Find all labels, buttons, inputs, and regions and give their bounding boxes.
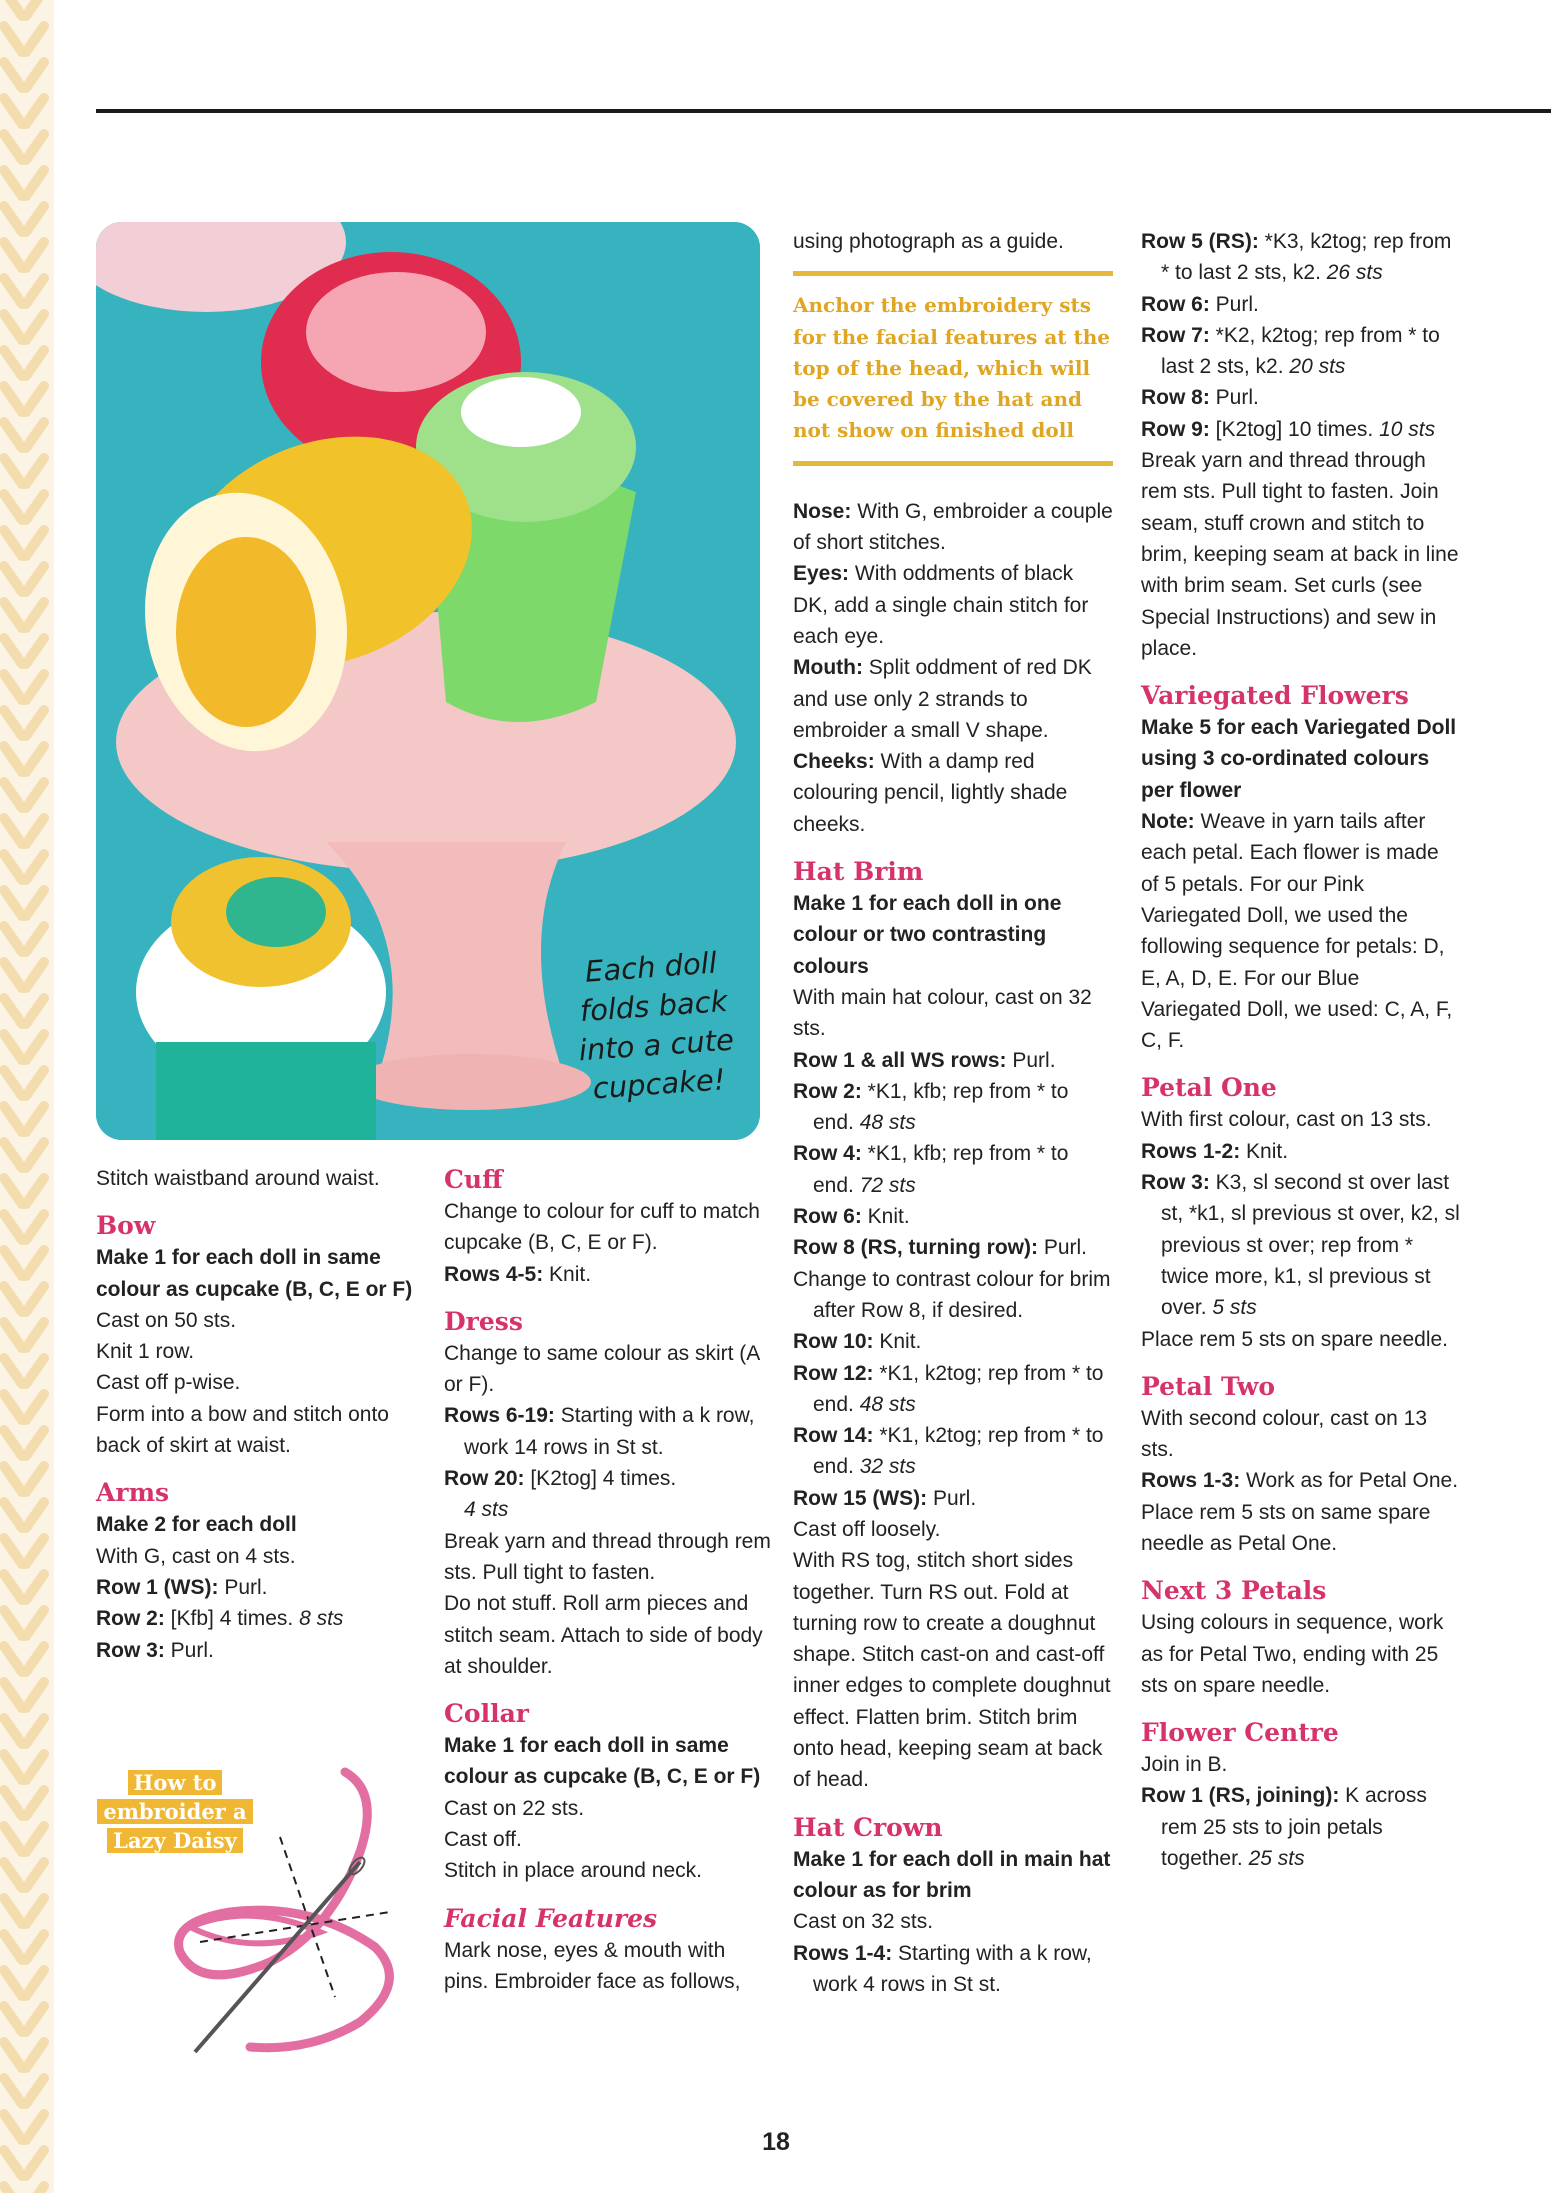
knit-stitch <box>4 1718 44 1744</box>
facial-line: Mark nose, eyes & mouth with pins. Embroider face as follows, <box>444 1938 741 1993</box>
collar-line: Cast off. <box>444 1828 522 1852</box>
row-text: *K1, k2tog; rep from * to end. <box>813 1361 1104 1416</box>
cuff-heading: Cuff <box>444 1165 503 1194</box>
knit-stitch <box>4 422 44 448</box>
dress-line: Change to same colour as skirt (A or F). <box>444 1341 760 1397</box>
knit-stitch <box>4 2006 44 2032</box>
dress-heading: Dress <box>444 1306 523 1336</box>
brim-row <box>793 1326 1113 1357</box>
brim-row <box>793 1076 1113 1139</box>
next-petals-heading: Next 3 Petals <box>1141 1576 1327 1606</box>
brim-row <box>793 1483 1113 1514</box>
row-label: Row 1 (RS, joining): <box>1141 1784 1340 1808</box>
callout-text: Anchor the embroidery sts for the facial features at the top of the head, which will be covered by the hat and not show on finished doll <box>793 293 1110 443</box>
row-text: Starting with a k row, work 4 rows in St st. <box>813 1941 1092 1996</box>
knit-stitch <box>4 1286 44 1312</box>
brim-row <box>793 1358 1113 1421</box>
flower-centre-line: Join in B. <box>1141 1753 1228 1777</box>
crown-row <box>793 1938 1113 2001</box>
row-label: Row 4: <box>793 1142 862 1166</box>
knit-stitch <box>4 602 44 628</box>
knit-stitch <box>4 1610 44 1636</box>
petal-one-heading: Petal One <box>1141 1073 1277 1103</box>
callout-rule-bottom <box>793 461 1113 466</box>
stitch-count: 20 sts <box>1289 355 1346 379</box>
crown-row <box>1141 414 1461 445</box>
row-text: Purl. <box>1209 386 1259 410</box>
knit-stitch <box>4 710 44 736</box>
brim-lead: Make 1 for each doll in one colour or two contrasting colours <box>793 892 1062 978</box>
knit-stitch <box>4 242 44 268</box>
row-label: Row 6: <box>1141 292 1210 316</box>
knit-pattern-icon <box>0 0 54 2193</box>
knit-stitch <box>4 1466 44 1492</box>
arms-heading: Arms <box>96 1478 170 1508</box>
knit-stitch <box>4 1862 44 1888</box>
bow-line: Knit 1 row. <box>96 1340 195 1364</box>
brim-line: With main hat colour, cast on 32 sts. <box>793 985 1092 1041</box>
knit-stitch <box>4 854 44 880</box>
row-label: Row 5 (RS): <box>1141 230 1259 253</box>
petal-two-line: With second colour, cast on 13 sts. <box>1141 1406 1427 1462</box>
knit-stitch <box>4 1502 44 1528</box>
note-text: Weave in yarn tails after each petal. Each flower is made of 5 petals. For our Pink Variegated Doll, we used the following sequence for petals: D, E, A, D, E. For our Blue Variegated Doll, we used: C, A, F, C, F. <box>1141 810 1453 1053</box>
column-2 <box>444 1163 774 1997</box>
dress-line: Break yarn and thread through rem sts. Pull tight to fasten. <box>444 1529 771 1584</box>
knit-stitch <box>4 674 44 700</box>
knit-stitch <box>4 998 44 1024</box>
variegated-lead: Make 5 for each Variegated Doll using 3 co-ordinated colours per flower <box>1141 716 1457 802</box>
brim-row <box>793 1232 1113 1263</box>
row-label: Row 8 (RS, turning row): <box>793 1236 1038 1260</box>
brim-row <box>793 1045 1113 1076</box>
knit-stitch <box>4 1682 44 1708</box>
knit-stitch <box>4 530 44 556</box>
row-text: Purl. <box>1006 1048 1056 1072</box>
knit-stitch <box>4 2186 44 2193</box>
note-label: Note: <box>1141 810 1195 834</box>
column-4 <box>1141 226 1461 1874</box>
column-3 <box>793 226 1113 2000</box>
flower-centre-row <box>1141 1780 1461 1874</box>
knit-stitch <box>4 1034 44 1060</box>
row-text: K across rem 25 sts to join petals together. <box>1161 1784 1427 1871</box>
brim-row <box>793 1201 1113 1232</box>
knit-stitch <box>4 962 44 988</box>
row-label: Row 3: <box>1141 1171 1210 1195</box>
knit-stitch <box>4 1142 44 1168</box>
knit-stitch <box>4 2114 44 2140</box>
dress-line: Do not stuff. Roll arm pieces and stitch seam. Attach to side of body at shoulder. <box>444 1592 763 1678</box>
arms-row <box>96 1635 426 1666</box>
feature-text: With oddments of black DK, add a single chain stitch for each eye. <box>793 562 1089 648</box>
row-text: *K1, kfb; rep from * to end. <box>813 1142 1069 1197</box>
knit-stitch <box>4 1898 44 1924</box>
feature-label: Cheeks: <box>793 750 875 774</box>
row-text: Purl. <box>1037 1236 1087 1260</box>
knit-stitch <box>4 2150 44 2176</box>
row-text: *K1, kfb; rep from * to end. <box>813 1079 1069 1135</box>
row-text: K3, sl second st over last st, *k1, sl previous st over, k2, sl previous st over; rep from * twice more, k1, sl previous st over. <box>1161 1171 1460 1320</box>
row-text: Knit. <box>1240 1139 1289 1163</box>
bow-line: Form into a bow and stitch onto back of skirt at waist. <box>96 1402 389 1458</box>
knit-stitch <box>4 386 44 412</box>
crown-row <box>1141 289 1461 320</box>
arms-row <box>96 1603 426 1634</box>
eyes-text <box>793 558 1113 652</box>
brim-row <box>793 1420 1113 1483</box>
petal-one-row <box>1141 1136 1461 1167</box>
row-text: Purl. <box>927 1486 977 1510</box>
knit-stitch <box>4 1754 44 1780</box>
knit-stitch <box>4 170 44 196</box>
knit-stitch <box>4 458 44 484</box>
knit-stitch <box>4 206 44 232</box>
row-label: Row 14: <box>793 1424 874 1448</box>
petal-two-row <box>1141 1465 1461 1496</box>
knit-stitch <box>4 1214 44 1240</box>
row-text: Knit. <box>861 1205 910 1229</box>
feature-text: Split oddment of red DK and use only 2 strands to embroider a small V shape. <box>793 656 1092 742</box>
knit-stitch <box>4 890 44 916</box>
arms-line: With G, cast on 4 sts. <box>96 1544 296 1568</box>
stitch-count: 5 sts <box>1212 1296 1257 1320</box>
petal-two-heading: Petal Two <box>1141 1371 1276 1401</box>
row-text: Work as for Petal One. <box>1240 1469 1459 1493</box>
knit-stitch <box>4 26 44 52</box>
knit-stitch <box>4 1178 44 1204</box>
collar-heading: Collar <box>444 1699 529 1729</box>
bow-lead: Make 1 for each doll in same colour as cupcake (B, C, E or F) <box>96 1246 413 1301</box>
row-text: [K2tog] 10 times. <box>1209 417 1380 441</box>
collar-lead: Make 1 for each doll in same colour as cupcake (B, C, E or F) <box>444 1734 761 1789</box>
collar-line: Cast on 22 sts. <box>444 1796 585 1820</box>
knit-stitch <box>4 1070 44 1096</box>
crown-row <box>1141 382 1461 413</box>
row-label: Row 1 & all WS rows: <box>793 1048 1007 1072</box>
cuff-line: Change to colour for cuff to match cupcake (B, C, E or F). <box>444 1200 760 1255</box>
brim-row <box>793 1138 1113 1201</box>
knit-stitch <box>4 638 44 664</box>
knit-stitch <box>4 818 44 844</box>
brim-line: With RS tog, stitch short sides together. Turn RS out. Fold at turning row to create a doughnut shape. Stitch cast-on and cast-off inner edges to complete doughnut effect. Flatten brim. Stitch brim onto head, keeping seam at back of head. <box>793 1549 1111 1792</box>
brim-note: Change to contrast colour for brim after Row 8, if desired. <box>793 1267 1111 1322</box>
flower-centre-heading: Flower Centre <box>1141 1718 1339 1748</box>
row-text: Knit. <box>873 1330 922 1354</box>
row-label: Row 3: <box>96 1638 165 1662</box>
knit-stitch <box>4 746 44 772</box>
crown-row <box>1141 320 1461 383</box>
knit-stitch <box>4 1322 44 1348</box>
brim-heading: Hat Brim <box>793 857 924 887</box>
knit-stitch <box>4 1790 44 1816</box>
row-label: Row 10: <box>793 1330 874 1354</box>
lazy-daisy-label <box>90 1768 260 1855</box>
feature-text: With a damp red colouring pencil, lightly shade cheeks. <box>793 750 1068 836</box>
knit-stitch <box>4 1934 44 1960</box>
arms-lead: Make 2 for each doll <box>96 1513 297 1537</box>
knit-border <box>0 0 54 2193</box>
row-label: Row 1 (WS): <box>96 1575 219 1599</box>
lazy-daisy-line: Lazy Daisy <box>107 1828 243 1853</box>
feature-label: Mouth: <box>793 656 863 680</box>
arms-row <box>96 1572 426 1603</box>
stitch-count: 10 sts <box>1379 417 1436 441</box>
row-label: Row 15 (WS): <box>793 1486 928 1510</box>
brim-line: Cast off loosely. <box>793 1517 941 1541</box>
row-label: Rows 1-3: <box>1141 1469 1241 1493</box>
column-1 <box>96 1163 426 1666</box>
row-label: Row 2: <box>96 1607 165 1631</box>
cheeks-text <box>793 746 1113 840</box>
variegated-heading: Variegated Flowers <box>1141 681 1409 711</box>
callout-rule-top <box>793 271 1113 276</box>
row-text: Purl. <box>218 1575 268 1599</box>
lazy-daisy-line: How to <box>128 1770 223 1795</box>
knit-stitch <box>4 62 44 88</box>
bow-line: Cast on 50 sts. <box>96 1308 237 1332</box>
variegated-note <box>1141 806 1461 1056</box>
stitch-count: 48 sts <box>859 1392 916 1416</box>
row-label: Rows 1-4: <box>793 1941 893 1965</box>
knit-stitch <box>4 566 44 592</box>
next-petals-line: Using colours in sequence, work as for Petal Two, ending with 25 sts on spare needle. <box>1141 1611 1444 1697</box>
stitch-count: 26 sts <box>1326 261 1383 285</box>
row-text: *K2, k2tog; rep from * to last 2 sts, k2. <box>1161 323 1440 379</box>
facial-heading: Facial Features <box>444 1903 658 1933</box>
petal-one-row <box>1141 1167 1461 1323</box>
row-text: Knit. <box>543 1262 592 1286</box>
page-number: 18 <box>762 2128 790 2156</box>
knit-stitch <box>4 1970 44 1996</box>
row-label: Row 9: <box>1141 417 1210 441</box>
knit-stitch <box>4 1358 44 1384</box>
stitch-count: 8 sts <box>299 1607 344 1631</box>
row-text: *K3, k2tog; rep from * to last 2 sts, k2. <box>1161 230 1452 285</box>
row-label: Row 20: <box>444 1467 525 1491</box>
row-text: [K2tog] 4 times. <box>524 1467 677 1491</box>
knit-stitch <box>4 1538 44 1564</box>
feature-label: Nose: <box>793 499 852 523</box>
petal-one-line: With first colour, cast on 13 sts. <box>1141 1108 1432 1132</box>
knit-stitch <box>4 278 44 304</box>
row-text: Purl. <box>1209 292 1259 316</box>
knit-stitch <box>4 350 44 376</box>
knit-stitch <box>4 1574 44 1600</box>
feature-label: Eyes: <box>793 562 850 586</box>
row-label: Row 2: <box>793 1079 862 1103</box>
row-label: Row 12: <box>793 1361 874 1385</box>
cuff-row <box>444 1259 774 1290</box>
row-text: [Kfb] 4 times. <box>164 1607 300 1631</box>
stitch-count: 72 sts <box>859 1173 916 1197</box>
bow-line: Cast off p-wise. <box>96 1371 241 1395</box>
continued-text: using photograph as a guide. <box>793 230 1064 253</box>
top-rule <box>96 109 1551 113</box>
bow-heading: Bow <box>96 1211 156 1241</box>
feature-text: With G, embroider a couple of short stitches. <box>793 499 1113 555</box>
photo-caption: Each doll folds back into a cute cupcake! <box>577 945 735 1106</box>
knit-stitch <box>4 494 44 520</box>
crown-line: Cast on 32 sts. <box>793 1910 934 1934</box>
intro-text: Stitch waistband around waist. <box>96 1167 380 1190</box>
row-label: Rows 1-2: <box>1141 1139 1241 1163</box>
knit-stitch <box>4 314 44 340</box>
petal-two-line: Place rem 5 sts on same spare needle as Petal One. <box>1141 1500 1431 1555</box>
knit-stitch <box>4 0 44 16</box>
crown-heading: Hat Crown <box>793 1812 943 1842</box>
petal-one-line: Place rem 5 sts on spare needle. <box>1141 1327 1449 1351</box>
crown-lead: Make 1 for each doll in main hat colour as for brim <box>793 1847 1111 1902</box>
row-label: Row 6: <box>793 1205 862 1229</box>
row-label: Row 7: <box>1141 323 1210 347</box>
knit-stitch <box>4 782 44 808</box>
knit-stitch <box>4 134 44 160</box>
knit-stitch <box>4 1106 44 1132</box>
collar-line: Stitch in place around neck. <box>444 1859 702 1883</box>
knit-stitch <box>4 1394 44 1420</box>
lazy-daisy-line: embroider a <box>97 1799 252 1824</box>
knit-stitch <box>4 1430 44 1456</box>
stitch-count: 48 sts <box>859 1111 916 1135</box>
crown-para: Break yarn and thread through rem sts. Pull tight to fasten. Join seam, stuff crown and stitch to brim, keeping seam at back in line with brim seam. Set curls (see Special Instructions) and sew in place. <box>1141 449 1459 660</box>
knit-stitch <box>4 98 44 124</box>
row-label: Row 8: <box>1141 386 1210 410</box>
stitch-count: 32 sts <box>859 1455 916 1479</box>
stitch-count: 4 sts <box>464 1498 509 1522</box>
row-label: Rows 4-5: <box>444 1262 544 1286</box>
mouth-text <box>793 652 1113 746</box>
knit-stitch <box>4 1646 44 1672</box>
row-text: Purl. <box>164 1638 214 1662</box>
dress-row <box>444 1463 774 1494</box>
stitch-count: 25 sts <box>1248 1847 1305 1871</box>
knit-stitch <box>4 2042 44 2068</box>
row-label: Rows 6-19: <box>444 1404 555 1428</box>
knit-stitch <box>4 1250 44 1276</box>
nose-text <box>793 496 1113 559</box>
dress-row <box>444 1400 774 1463</box>
knit-stitch <box>4 2078 44 2104</box>
row-text: Starting with a k row, work 14 rows in St st. <box>464 1404 755 1459</box>
knit-stitch <box>4 926 44 952</box>
crown-row <box>1141 226 1461 289</box>
row-text: *K1, k2tog; rep from * to end. <box>813 1424 1104 1479</box>
knit-stitch <box>4 1826 44 1852</box>
